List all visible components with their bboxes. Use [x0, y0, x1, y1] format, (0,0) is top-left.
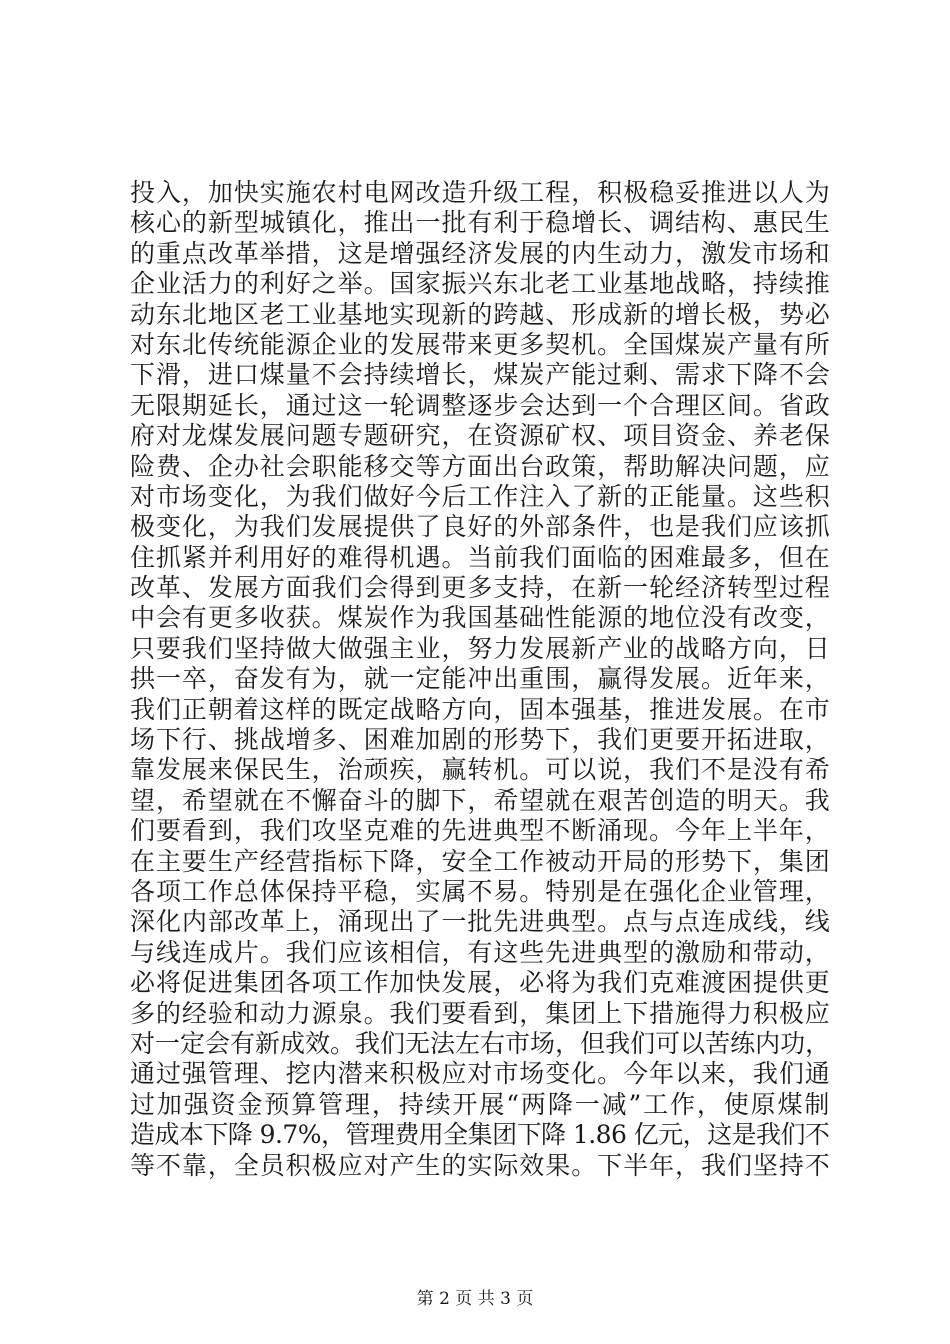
- text-line: 靠发展来保民生，治顽疾，赢转机。可以说，我们不是没有希: [130, 755, 831, 785]
- body-paragraph: [130, 178, 830, 1181]
- text-line: 投入，加快实施农村电网改造升级工程，积极稳妥推进以人为: [130, 178, 831, 207]
- text-line: 住抓紧并利用好的难得机遇。当前我们面临的困难最多，但在: [130, 542, 831, 572]
- text-line: 场下行、挑战增多、困难加剧的形势下，我们更要开拓进取，: [130, 725, 831, 755]
- text-line: 下滑，进口煤量不会持续增长，煤炭产能过剩、需求下降不会: [130, 360, 831, 390]
- text-line: 望，希望就在不懈奋斗的脚下，希望就在艰苦创造的明天。我: [130, 785, 831, 815]
- text-line: 必将促进集团各项工作加快发展，必将为我们克难渡困提供更: [130, 968, 831, 998]
- text-line: 改革、发展方面我们会得到更多支持，在新一轮经济转型过程: [130, 573, 831, 603]
- text-line: 动东北地区老工业基地实现新的跨越、形成新的增长极，势必: [130, 299, 831, 329]
- text-line: 通过强管理、挖内潜来积极应对市场变化。今年以来，我们通: [130, 1059, 831, 1089]
- text-line: 造成本下降 9.7%，管理费用全集团下降 1.86 亿元，这是我们不: [130, 1120, 830, 1150]
- text-line: 中会有更多收获。煤炭作为我国基础性能源的地位没有改变，: [130, 603, 831, 633]
- text-line: 对东北传统能源企业的发展带来更多契机。全国煤炭产量有所: [130, 329, 831, 359]
- text-line: 无限期延长，通过这一轮调整逐步会达到一个合理区间。省政: [130, 390, 831, 420]
- text-line: 对一定会有新成效。我们无法左右市场，但我们可以苦练内功，: [130, 1028, 831, 1058]
- text-line: 险费、企办社会职能移交等方面出台政策，帮助解决问题，应: [130, 451, 831, 481]
- text-line: 在主要生产经营指标下降，安全工作被动开局的形势下，集团: [130, 846, 831, 876]
- text-line: 我们正朝着这样的既定战略方向，固本强基，推进发展。在市: [130, 694, 831, 724]
- text-line: 只要我们坚持做大做强主业，努力发展新产业的战略方向，日: [130, 633, 831, 663]
- text-line: 深化内部改革上，涌现出了一批先进典型。点与点连成线，线: [130, 907, 831, 937]
- text-line: 的重点改革举措，这是增强经济发展的内生动力，激发市场和: [130, 238, 831, 268]
- text-line: 多的经验和动力源泉。我们要看到，集团上下措施得力积极应: [130, 998, 831, 1028]
- page-footer: 第 2 页 共 3 页: [416, 1289, 534, 1309]
- text-line: 过加强资金预算管理，持续开展“两降一减”工作，使原煤制: [130, 1089, 832, 1119]
- text-line: 府对龙煤发展问题专题研究，在资源矿权、项目资金、养老保: [130, 421, 831, 451]
- text-line: 企业活力的利好之举。国家振兴东北老工业基地战略，持续推: [130, 269, 831, 299]
- text-line: 各项工作总体保持平稳，实属不易。特别是在强化企业管理，: [130, 876, 831, 906]
- text-line: 对市场变化，为我们做好今后工作注入了新的正能量。这些积: [130, 481, 831, 511]
- text-line: 极变化，为我们发展提供了良好的外部条件，也是我们应该抓: [130, 512, 831, 542]
- text-line: 核心的新型城镇化，推出一批有利于稳增长、调结构、惠民生: [130, 208, 831, 238]
- text-line: 与线连成片。我们应该相信，有这些先进典型的激励和带动，: [130, 937, 831, 967]
- text-line: 拱一卒，奋发有为，就一定能冲出重围，赢得发展。近年来，: [130, 664, 831, 694]
- text-line: 们要看到，我们攻坚克难的先进典型不断涌现。今年上半年，: [130, 816, 831, 846]
- text-line: 等不靠，全员积极应对产生的实际效果。下半年，我们坚持不: [130, 1150, 831, 1180]
